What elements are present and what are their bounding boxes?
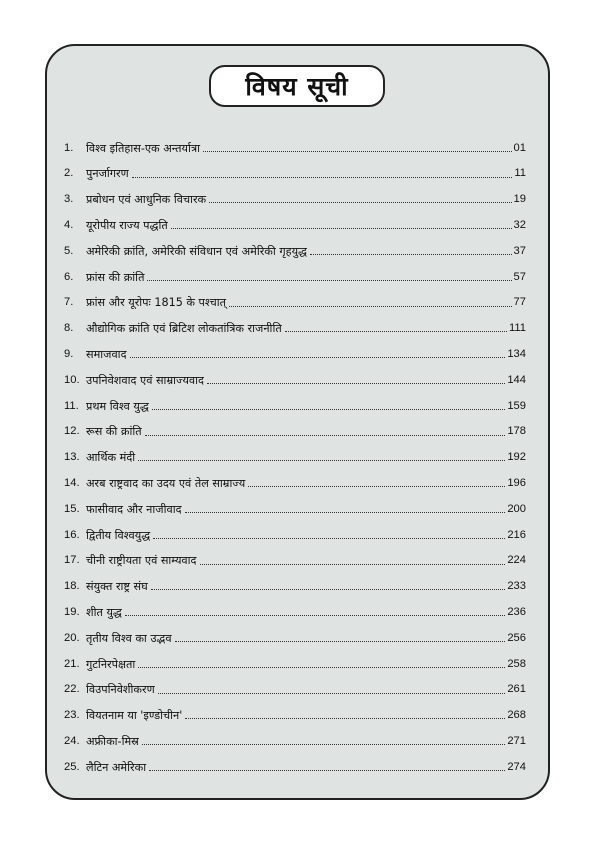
entry-number: 8. [64, 322, 74, 335]
dot-leader [310, 254, 512, 255]
toc-entry [64, 283, 526, 309]
entry-title: वियतनाम या 'इण्डोचीन' [86, 709, 183, 723]
entry-title: लैटिन अमेरिका [86, 760, 147, 774]
entry-page-number: 57 [513, 270, 526, 283]
entry-number: 25. [64, 760, 80, 773]
toc-entry [64, 670, 526, 696]
entry-title: तृतीय विश्व का उद्भव [86, 631, 172, 645]
entry-title: विश्व इतिहास-एक अन्तर्यात्रा [86, 141, 201, 155]
entry-number: 24. [64, 734, 80, 747]
toc-entry [64, 567, 526, 593]
entry-page-number: 77 [513, 296, 526, 309]
entry-page-number: 271 [507, 734, 526, 747]
entry-title: गुटनिरपेक्षता [86, 657, 136, 671]
dot-leader [138, 667, 505, 668]
entry-title: चीनी राष्ट्रीयता एवं साम्यवाद [86, 554, 197, 568]
dot-leader [151, 589, 506, 590]
entry-page-number: 178 [507, 425, 526, 438]
toc-entry [64, 747, 526, 773]
dot-leader [175, 641, 506, 642]
entry-title: समाजवाद [86, 347, 127, 361]
entry-number: 21. [64, 657, 80, 670]
toc-entry [64, 128, 526, 154]
entry-number: 2. [64, 167, 74, 180]
toc-entry [64, 515, 526, 541]
entry-number: 13. [64, 451, 80, 464]
dot-leader [203, 151, 512, 152]
entry-number: 22. [64, 683, 80, 696]
entry-page-number: 216 [507, 528, 526, 541]
entry-page-number: 274 [507, 760, 526, 773]
entry-page-number: 233 [507, 580, 526, 593]
dot-leader [285, 331, 507, 332]
entry-title: अमेरिकी क्रांति, अमेरिकी संविधान एवं अमेरिकी गृहयुद्ध [86, 244, 307, 258]
entry-number: 19. [64, 605, 80, 618]
entry-page-number: 01 [513, 141, 526, 154]
entry-number: 18. [64, 580, 80, 593]
entry-title: उपनिवेशवाद एवं साम्राज्यवाद [86, 373, 204, 387]
entry-number: 16. [64, 528, 80, 541]
entry-title: फ्रांस और यूरोपः 1815 के पश्चात् [86, 296, 227, 310]
entry-page-number: 268 [507, 709, 526, 722]
entry-number: 20. [64, 631, 80, 644]
dot-leader [125, 615, 505, 616]
toc-entry [64, 360, 526, 386]
entry-page-number: 236 [507, 605, 526, 618]
entry-number: 6. [64, 270, 74, 283]
entry-title: प्रबोधन एवं आधुनिक विचारक [86, 193, 207, 207]
entry-title: आर्थिक मंदी [86, 451, 136, 465]
dot-leader [145, 435, 506, 436]
entry-number: 1. [64, 141, 74, 154]
dot-leader [185, 512, 506, 513]
dot-leader [185, 718, 505, 719]
entry-number: 10. [64, 373, 80, 386]
entry-title: द्वितीय विश्वयुद्ध [86, 528, 151, 542]
dot-leader [152, 409, 505, 410]
entry-number: 15. [64, 502, 80, 515]
entry-page-number: 37 [513, 244, 526, 257]
entry-title: विउपनिवेशीकरण [86, 683, 155, 697]
entry-page-number: 134 [507, 347, 526, 360]
dot-leader [130, 357, 506, 358]
toc-entry [64, 412, 526, 438]
entry-page-number: 11 [514, 167, 526, 180]
toc-entry [64, 231, 526, 257]
toc-entry [64, 257, 526, 283]
entry-page-number: 144 [507, 373, 526, 386]
entry-page-number: 258 [507, 657, 526, 670]
toc-entry [64, 205, 526, 231]
page-title [209, 65, 385, 107]
entry-title: प्रथम विश्व युद्ध [86, 399, 149, 413]
entry-title: शीत युद्ध [86, 605, 122, 619]
entry-page-number: 19 [513, 193, 526, 206]
entry-title: अफ्रीका-मिस्र [86, 734, 139, 748]
dot-leader [149, 770, 505, 771]
toc-entry [64, 309, 526, 335]
toc-entry [64, 721, 526, 747]
entry-number: 9. [64, 347, 74, 360]
entry-title: अरब राष्ट्रवाद का उदय एवं तेल साम्राज्य [86, 476, 246, 490]
entry-number: 4. [64, 218, 74, 231]
entry-page-number: 261 [507, 683, 526, 696]
dot-leader [153, 538, 505, 539]
dot-leader [209, 202, 511, 203]
toc-entry [64, 644, 526, 670]
entry-title: संयुक्त राष्ट्र संघ [86, 580, 148, 594]
entry-title: यूरोपीय राज्य पद्धति [86, 218, 168, 232]
entry-page-number: 32 [513, 218, 526, 231]
toc-entry [64, 541, 526, 567]
entry-page-number: 111 [508, 322, 526, 335]
entry-page-number: 159 [507, 399, 526, 412]
entry-number: 5. [64, 244, 74, 257]
dot-leader [200, 564, 506, 565]
entry-page-number: 200 [507, 502, 526, 515]
dot-leader [132, 177, 513, 178]
entry-number: 7. [64, 296, 74, 309]
entry-title: फासीवाद और नाजीवाद [86, 502, 182, 516]
dot-leader [207, 383, 505, 384]
toc-entry [64, 154, 526, 180]
dot-leader [248, 486, 505, 487]
entry-title: रूस की क्रांति [86, 425, 142, 439]
entry-title: फ्रांस की क्रांति [86, 270, 145, 284]
entry-page-number: 196 [507, 476, 526, 489]
entry-number: 14. [64, 476, 80, 489]
dot-leader [138, 460, 505, 461]
toc-entry [64, 334, 526, 360]
toc-list [64, 128, 526, 773]
toc-entry [64, 489, 526, 515]
dot-leader [147, 280, 511, 281]
toc-entry [64, 592, 526, 618]
toc-entry [64, 438, 526, 464]
entry-page-number: 224 [507, 554, 526, 567]
entry-title: औद्योगिक क्रांति एवं ब्रिटिश लोकतांत्रिक राजनीति [86, 322, 282, 336]
entry-page-number: 256 [507, 631, 526, 644]
toc-entry [64, 386, 526, 412]
page-title-text: विषय सूची [245, 72, 349, 101]
entry-number: 3. [64, 193, 74, 206]
entry-title: पुनर्जागरण [86, 167, 129, 181]
entry-number: 11. [64, 399, 79, 412]
toc-entry [64, 463, 526, 489]
dot-leader [171, 228, 512, 229]
toc-entry [64, 618, 526, 644]
dot-leader [158, 693, 506, 694]
entry-page-number: 192 [507, 451, 526, 464]
dot-leader [229, 306, 512, 307]
toc-entry [64, 696, 526, 722]
toc-entry [64, 180, 526, 206]
entry-number: 17. [64, 554, 80, 567]
entry-number: 12. [64, 425, 80, 438]
dot-leader [142, 744, 505, 745]
entry-number: 23. [64, 709, 80, 722]
